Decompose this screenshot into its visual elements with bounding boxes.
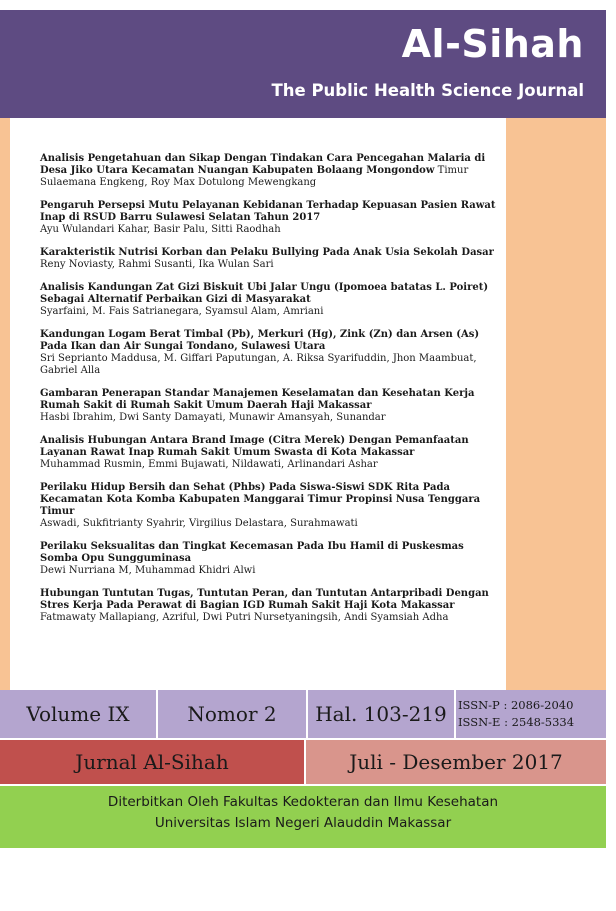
article-title: Analisis Pengetahuan dan Sikap Dengan Tindakan Cara Pencegahan Malaria di Desa Jiko Utara Kecamatan Nuangan Kabupaten Bolaang Mongondow xyxy=(40,153,486,176)
article-authors: Dewi Nurriana M, Muhammad Khidri Alwi xyxy=(40,565,256,576)
article-title: Hubungan Tuntutan Tugas, Tuntutan Peran, dan Tuntutan Antarpribadi Dengan Stres Kerja Pada Perawat di Bagian IGD Rumah Sakit Haji Kota Makassar xyxy=(40,588,489,611)
article-item xyxy=(40,329,496,377)
article-authors: Reny Noviasty, Rahmi Susanti, Ika Wulan Sari xyxy=(40,259,274,270)
journal-header xyxy=(0,10,606,118)
article-title: Gambaran Penerapan Standar Manajemen Keselamatan dan Kesehatan Kerja Rumah Sakit di Rumah Sakit Umum Daerah Haji Makassar xyxy=(40,388,475,411)
article-authors: Timur Sulaemana Engkeng, Roy Max Dotulong Mewengkang xyxy=(40,165,469,188)
publisher-line-2: Universitas Islam Negeri Alauddin Makassar xyxy=(154,815,452,831)
number-label: Nomor 2 xyxy=(158,690,306,738)
right-accent-strip xyxy=(506,118,606,690)
journal-title: Al-Sihah xyxy=(401,22,584,66)
article-title: Kandungan Logam Berat Timbal (Pb), Merkuri (Hg), Zink (Zn) dan Arsen (As) Pada Ikan dan Air Sungai Tondano, Sulawesi Utara xyxy=(40,329,480,352)
left-accent-strip xyxy=(0,118,10,690)
article-title: Analisis Kandungan Zat Gizi Biskuit Ubi Jalar Ungu (Ipomoea batatas L. Poiret) Sebagai Alternatif Perbaikan Gizi di Masyarakat xyxy=(40,282,489,305)
article-authors: Sri Seprianto Maddusa, M. Giffari Paputungan, A. Riksa Syarifuddin, Jhon Maambuat, Gabriel Alla xyxy=(40,353,477,376)
pages-label: Hal. 103-219 xyxy=(308,690,454,738)
article-list xyxy=(40,153,496,635)
article-authors: Fatmawaty Mallapiang, Azriful, Dwi Putri Nursetyaningsih, Andi Syamsiah Adha xyxy=(40,612,449,623)
article-authors: Hasbi Ibrahim, Dwi Santy Damayati, Munawir Amansyah, Sunandar xyxy=(40,412,386,423)
issn-electronic: ISSN-E : 2548-5334 xyxy=(458,715,575,729)
article-item xyxy=(40,435,496,471)
article-item xyxy=(40,153,496,189)
article-title: Analisis Hubungan Antara Brand Image (Citra Merek) Dengan Pemanfaatan Layanan Rawat Inap Rumah Sakit Umum Swasta di Kota Makassar xyxy=(40,435,469,458)
article-authors: Muhammad Rusmin, Emmi Bujawati, Nildawati, Arlinandari Ashar xyxy=(40,459,378,470)
volume-label: Volume IX xyxy=(0,690,156,738)
period-label: Juli - Desember 2017 xyxy=(306,740,606,784)
article-item xyxy=(40,588,496,624)
article-item xyxy=(40,388,496,424)
article-authors: Syarfaini, M. Fais Satrianegara, Syamsul Alam, Amriani xyxy=(40,306,324,317)
article-title: Perilaku Hidup Bersih dan Sehat (Phbs) Pada Siswa-Siswi SDK Rita Pada Kecamatan Kota Komba Kabupaten Manggarai Timur Propinsi Nusa Tenggara Timur xyxy=(40,482,481,517)
article-item xyxy=(40,282,496,318)
article-item xyxy=(40,247,496,271)
article-item xyxy=(40,541,496,577)
article-authors: Ayu Wulandari Kahar, Basir Palu, Sitti Raodhah xyxy=(40,224,281,235)
article-title: Pengaruh Persepsi Mutu Pelayanan Kebidanan Terhadap Kepuasan Pasien Rawat Inap di RSUD Barru Sulawesi Selatan Tahun 2017 xyxy=(40,200,496,223)
issn-print: ISSN-P : 2086-2040 xyxy=(458,698,574,712)
publisher-line-1: Diterbitkan Oleh Fakultas Kedokteran dan Ilmu Kesehatan xyxy=(107,794,499,810)
article-authors: Aswadi, Sukfitrianty Syahrir, Virgilius Delastara, Surahmawati xyxy=(40,518,358,529)
issn-box xyxy=(456,690,606,738)
journal-name-label: Jurnal Al-Sihah xyxy=(0,740,304,784)
publisher-footer xyxy=(0,786,606,848)
article-title: Perilaku Seksualitas dan Tingkat Kecemasan Pada Ibu Hamil di Puskesmas Somba Opu Sungguminasa xyxy=(40,541,464,564)
journal-subtitle: The Public Health Science Journal xyxy=(271,81,584,100)
article-item xyxy=(40,482,496,530)
article-item xyxy=(40,200,496,236)
article-title: Karakteristik Nutrisi Korban dan Pelaku Bullying Pada Anak Usia Sekolah Dasar xyxy=(40,247,494,258)
